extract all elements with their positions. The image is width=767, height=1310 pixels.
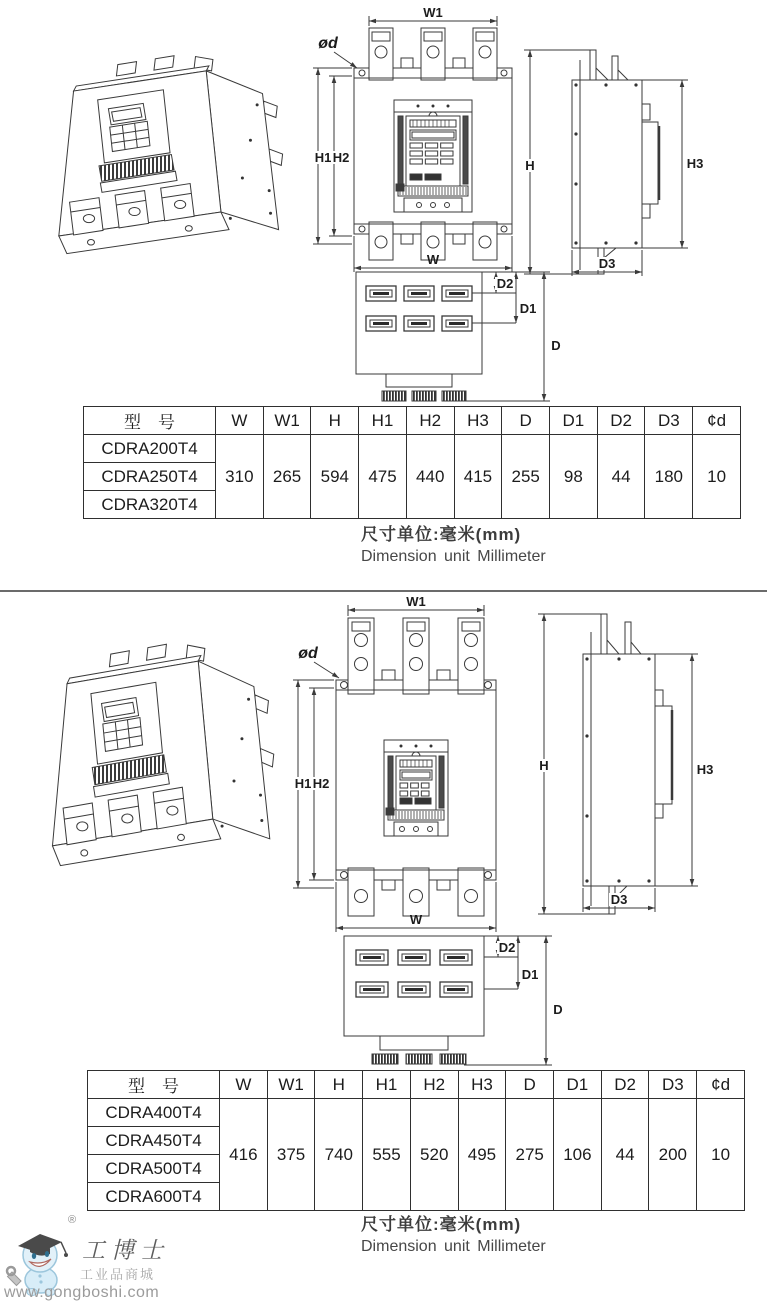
unit-caption-small: [361, 524, 546, 568]
dim-label-h2: H2: [312, 776, 330, 791]
col-header: ¢d: [697, 1071, 745, 1099]
col-header-model: 型 号: [84, 407, 216, 435]
model-cell: CDRA200T4: [84, 435, 216, 463]
col-header: D2: [601, 1071, 649, 1099]
unit-caption-en: Dimension unit Millimeter: [361, 548, 546, 566]
dim-label-h3: H3: [696, 762, 714, 777]
registered-mark: ®: [68, 1214, 77, 1226]
col-header: H: [315, 1071, 363, 1099]
dim-label-h3: H3: [686, 156, 704, 171]
col-header: H: [311, 407, 359, 435]
value-cell: 594: [311, 435, 359, 519]
col-header: D1: [554, 1071, 602, 1099]
col-header: D: [506, 1071, 554, 1099]
model-cell: CDRA320T4: [84, 491, 216, 519]
dim-label-phid: ød: [298, 645, 318, 662]
table-row: [88, 1099, 745, 1127]
side-view-small: [514, 44, 709, 289]
value-cell: 44: [601, 1099, 649, 1211]
table-row: [84, 435, 741, 463]
value-cell: 255: [502, 435, 550, 519]
dim-label-d: D: [551, 338, 561, 353]
unit-caption-large: [361, 1214, 546, 1258]
value-cell: 520: [410, 1099, 458, 1211]
value-cell: 740: [315, 1099, 363, 1211]
dimension-table-large: [87, 1070, 745, 1211]
dim-label-d3: D3: [610, 892, 628, 907]
value-cell: 98: [550, 435, 598, 519]
model-cell: CDRA500T4: [88, 1155, 220, 1183]
dim-label-d: D: [553, 1002, 563, 1017]
isometric-view-large: [22, 640, 287, 922]
value-cell: 265: [263, 435, 311, 519]
col-header: W1: [263, 407, 311, 435]
value-cell: 555: [363, 1099, 411, 1211]
model-cell: CDRA600T4: [88, 1183, 220, 1211]
dim-label-d3: D3: [598, 256, 616, 271]
col-header: H1: [359, 407, 407, 435]
watermark-url: www.gongboshi.com: [4, 1284, 160, 1301]
col-header: W: [216, 407, 264, 435]
dim-label-d1: D1: [519, 301, 537, 316]
col-header-model: 型 号: [88, 1071, 220, 1099]
table-header-row: [84, 407, 741, 435]
unit-caption-cn: 尺寸单位:毫米(mm): [361, 525, 522, 544]
model-cell: CDRA250T4: [84, 463, 216, 491]
bottom-view-large: [330, 930, 588, 1072]
value-cell: 375: [267, 1099, 315, 1211]
value-cell: 495: [458, 1099, 506, 1211]
side-view-large: [528, 606, 718, 924]
dim-label-h1: H1: [294, 776, 312, 791]
col-header: H1: [363, 1071, 411, 1099]
dim-label-h: H: [525, 158, 535, 173]
col-header: H3: [454, 407, 502, 435]
dim-label-d2: D2: [496, 276, 514, 291]
value-cell: 10: [697, 1099, 745, 1211]
col-header: D3: [649, 1071, 697, 1099]
dim-label-h1: H1: [314, 150, 332, 165]
table-header-row: [88, 1071, 745, 1099]
value-cell: 275: [506, 1099, 554, 1211]
value-cell: 44: [597, 435, 645, 519]
value-cell: 200: [649, 1099, 697, 1211]
unit-caption-en: Dimension unit Millimeter: [361, 1238, 546, 1256]
col-header: D3: [645, 407, 693, 435]
value-cell: 415: [454, 435, 502, 519]
col-header: W: [220, 1071, 268, 1099]
value-cell: 310: [216, 435, 264, 519]
col-header: H2: [410, 1071, 458, 1099]
col-header: D: [502, 407, 550, 435]
col-header: ¢d: [693, 407, 741, 435]
value-cell: 475: [359, 435, 407, 519]
col-header: D2: [597, 407, 645, 435]
dim-label-d1: D1: [521, 967, 539, 982]
dim-label-w1: W1: [423, 6, 443, 20]
model-cell: CDRA400T4: [88, 1099, 220, 1127]
dim-label-w1: W1: [406, 594, 426, 609]
value-cell: 106: [554, 1099, 602, 1211]
dim-label-d2: D2: [498, 940, 516, 955]
front-view-large: [288, 592, 523, 937]
unit-caption-cn: 尺寸单位:毫米(mm): [361, 1215, 522, 1234]
bottom-view-small: [338, 266, 578, 406]
front-view-small: [310, 6, 528, 276]
watermark-subtitle: 工业品商城: [80, 1267, 156, 1282]
dim-label-phid: ød: [318, 35, 338, 52]
model-cell: CDRA450T4: [88, 1127, 220, 1155]
dim-label-w: W: [426, 252, 440, 267]
isometric-view-small: [28, 52, 296, 304]
dim-label-w: W: [409, 912, 423, 927]
value-cell: 180: [645, 435, 693, 519]
dimension-table-small: [83, 406, 741, 519]
col-header: D1: [550, 407, 598, 435]
col-header: W1: [267, 1071, 315, 1099]
value-cell: 440: [406, 435, 454, 519]
dim-label-h: H: [539, 758, 549, 773]
watermark: [4, 1212, 244, 1308]
value-cell: 10: [693, 435, 741, 519]
col-header: H2: [406, 407, 454, 435]
value-cell: 416: [220, 1099, 268, 1211]
dim-label-h2: H2: [332, 150, 350, 165]
col-header: H3: [458, 1071, 506, 1099]
watermark-brand: 工博士: [82, 1238, 169, 1264]
